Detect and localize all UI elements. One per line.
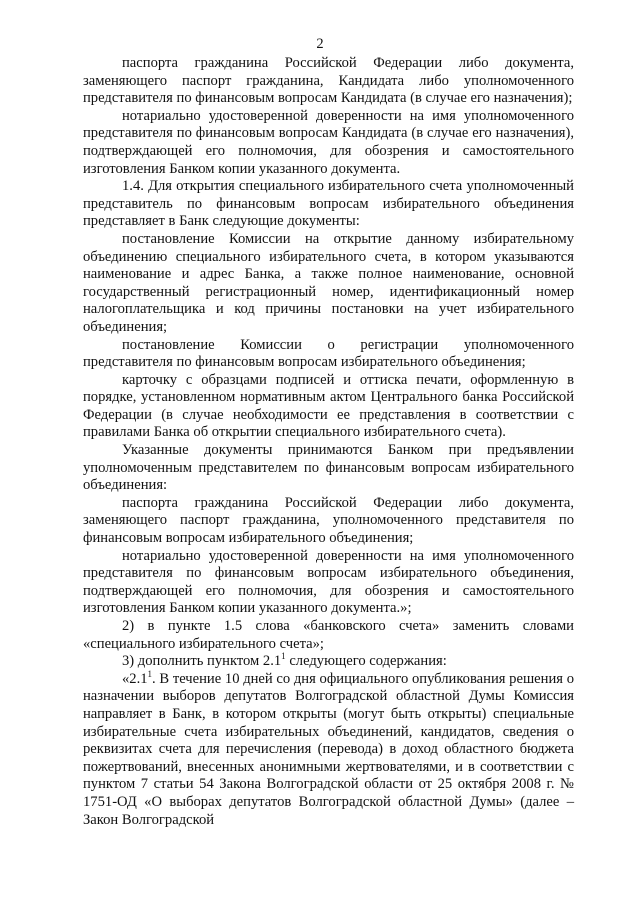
item-3-text-before: 3) дополнить пунктом 2.1 [122, 653, 282, 670]
item-3-text-after: следующего содержания: [285, 653, 447, 670]
quote-text-before: «2.1 [122, 670, 148, 687]
quote-superscript: 1 [147, 668, 153, 679]
page-number: 2 [316, 36, 324, 52]
paragraph-clause-1-4: 1.4. Для открытия специального избирательного счета уполномоченный представитель по финансовым вопросам избирательного объединения представляет в Банк следующие документы: [83, 178, 574, 230]
paragraph-item-2: 2) в пункте 1.5 слова «банковского счета» заменить словами «специального избирательного счета»; [83, 618, 574, 652]
paragraph-passport-representative: паспорта гражданина Российской Федерации либо документа, заменяющего паспорт гражданина, уполномоченного представителя по финансовым вопросам избирательного объединения; [83, 494, 574, 547]
paragraph-passport-candidate: паспорта гражданина Российской Федерации либо документа, заменяющего паспорт гражданина, Кандидата либо уполномоченного представителя по финансовым вопросам Кандидата (в случае его назначения); [83, 55, 574, 107]
quote-text-after: . В течение 10 дней со дня официального опубликования решения о назначении выборов депутатов Волгоградской областной Думы Комиссия направляет в Банк, в котором открыты (могут быть открыты) специальные избирательные счета избирательных объединений, кандидатов, сведения о реквизитах счета для перечисления (перевода) в доход областного бюджета пожертвований, внесенных анонимными жертвователями, и в соответствии с пунктом 7 статьи 54 Закона Волгоградской области от 25 октября 2008 г. № 1751-ОД «О выборах депутатов Волгоградской областной Думы» (далее – Закон Волгоградской [83, 670, 574, 828]
paragraph-commission-resolution-account: постановление Комиссии на открытие данному избирательному объединению специального избирательного счета, в котором указываются наименование и адрес Банка, а также полное наименование, основной государственный регистрационный номер, идентификационный номер налогоплательщика и код причины постановки на учет избирательного объединения; [83, 230, 574, 335]
paragraph-signature-card: карточку с образцами подписей и оттиска печати, оформленную в порядке, установленном нормативным актом Центрального банка Российской Федерации (в случае необходимости ее представления в соответствии с правилами Банка об открытии специального избирательного счета). [83, 371, 574, 441]
paragraph-item-3 [83, 653, 574, 671]
paragraph-clause-2-1-1 [83, 668, 574, 829]
paragraph-power-of-attorney-representative: нотариально удостоверенной доверенности на имя уполномоченного представителя по финансовым вопросам избирательного объединения, подтверждающей его полномочия, для обозрения и самостоятельного изготовления Банком копии указанного документа.»; [83, 547, 574, 617]
paragraph-commission-resolution-registration: постановление Комиссии о регистрации уполномоченного представителя по финансовым вопросам избирательного объединения; [83, 336, 574, 371]
paragraph-power-of-attorney-candidate: нотариально удостоверенной доверенности на имя уполномоченного представителя по финансовым вопросам Кандидата (в случае его назначения), подтверждающей его полномочия, для обозрения и самостоятельного изготовления Банком копии указанного документа. [83, 107, 574, 177]
item-3-superscript: 1 [281, 651, 286, 662]
paragraph-documents-accepted: Указанные документы принимаются Банком при предъявлении уполномоченным представителем по финансовым вопросам избирательного объединения: [83, 442, 574, 494]
document-body [83, 55, 574, 829]
